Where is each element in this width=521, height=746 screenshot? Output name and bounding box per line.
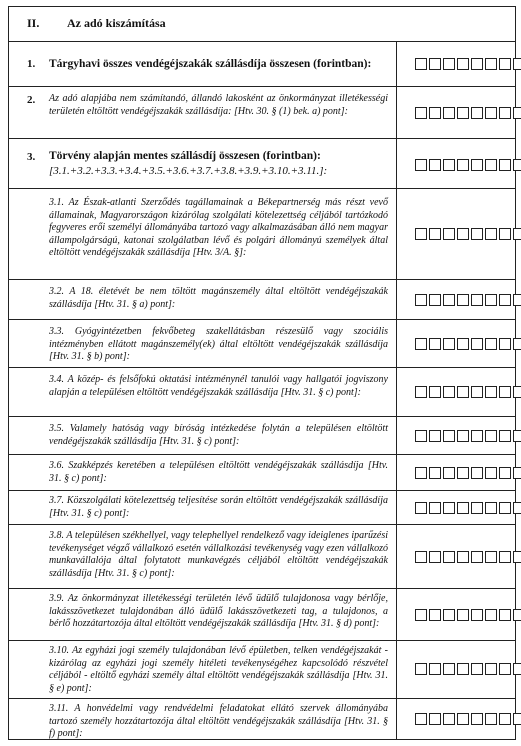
tax-calculation-form — [8, 6, 516, 740]
row-1 — [9, 42, 515, 87]
row-3 — [9, 139, 515, 189]
digit-box[interactable] — [499, 107, 511, 119]
digit-box[interactable] — [499, 338, 511, 350]
amount-boxes[interactable] — [415, 338, 521, 350]
digit-box[interactable] — [513, 551, 521, 563]
amount-boxes[interactable] — [415, 609, 521, 621]
amount-boxes[interactable] — [415, 551, 521, 563]
digit-box[interactable] — [499, 294, 511, 306]
subrow-text: 3.6. Szakképzés keretében a településen eltöltött vendégéjszakák szállásdíja [Htv. 31. § c) pont]: — [49, 460, 388, 484]
digit-box[interactable] — [513, 338, 521, 350]
digit-box[interactable] — [429, 228, 441, 240]
digit-box[interactable] — [429, 502, 441, 514]
subrow-3-5 — [9, 417, 515, 455]
row-text: Törvény alapján mentes szállásdíj összesen (forintban): — [49, 150, 321, 162]
digit-box[interactable] — [471, 228, 483, 240]
digit-box[interactable] — [513, 467, 521, 479]
digit-box[interactable] — [415, 551, 427, 563]
amount-boxes[interactable] — [415, 107, 521, 119]
digit-box[interactable] — [429, 386, 441, 398]
digit-box[interactable] — [471, 430, 483, 442]
digit-box[interactable] — [471, 159, 483, 171]
digit-box[interactable] — [513, 386, 521, 398]
amount-boxes[interactable] — [415, 467, 521, 479]
digit-box[interactable] — [415, 338, 427, 350]
amount-boxes[interactable] — [415, 663, 521, 675]
row-text: Az adó alapjába nem számítandó, állandó lakosként az önkormányzat illetékességi területén eltöltött vendégéjszakák szállásdíja: [Htv. 30. § (1) bek. a) pont]: — [49, 93, 388, 117]
digit-box[interactable] — [429, 609, 441, 621]
digit-box[interactable] — [415, 467, 427, 479]
digit-box[interactable] — [471, 713, 483, 725]
digit-box[interactable] — [457, 159, 469, 171]
subrow-text: 3.1. Az Észak-atlanti Szerződés tagállamainak a Békepartnerség más részt vevő államainak, Magyarországon kizárólag szolgálati kötelezettség céljából tartózkodó fegyveres erői személyi állományába tartozó vagy alkalmazásában álló nem magyar állampolgárságú, katonai szolgálatban lévő és polgári állományú személyek által eltöltött vendégéjszakák szállásdíja [Htv. 3/A. §]: — [49, 197, 388, 258]
digit-box[interactable] — [415, 430, 427, 442]
amount-boxes[interactable] — [415, 159, 521, 171]
digit-box[interactable] — [485, 663, 497, 675]
digit-box[interactable] — [457, 338, 469, 350]
digit-box[interactable] — [443, 502, 455, 514]
digit-box[interactable] — [457, 386, 469, 398]
subrow-text: 3.10. Az egyházi jogi személy tulajdonában lévő épületben, telken vendégéjszakát - kizárólag az egyházi jogi személy hitéleti tevékenységéhez kapcsolódó részvétel céljából - eltöltő egyházi személy által eltöltött vendégéjszakák szállásdíja [Htv. 31. § e) pont]: — [49, 645, 388, 694]
digit-box[interactable] — [415, 159, 427, 171]
digit-box[interactable] — [499, 58, 511, 70]
subrow-text: 3.8. A településen székhellyel, vagy telephellyel rendelkező vagy ideiglenes iparűzési tevékenységet végző vállalkozó esetén vállalkozási tevékenység vagy ezen vállalkozó munkavállalója által folytatott munkavégzés céljából eltöltött vendégéjszakák szállásdíja [Htv. 31. § c) pont]: — [49, 530, 388, 579]
digit-box[interactable] — [485, 58, 497, 70]
digit-box[interactable] — [415, 609, 427, 621]
digit-box[interactable] — [429, 107, 441, 119]
digit-box[interactable] — [415, 663, 427, 675]
subrow-3-4 — [9, 368, 515, 417]
row-number: 3. — [27, 151, 36, 163]
digit-box[interactable] — [485, 159, 497, 171]
digit-box[interactable] — [513, 58, 521, 70]
row-number: 1. — [27, 58, 36, 70]
digit-box[interactable] — [457, 228, 469, 240]
digit-box[interactable] — [415, 386, 427, 398]
digit-box[interactable] — [429, 159, 441, 171]
digit-box[interactable] — [471, 58, 483, 70]
section-header — [9, 7, 515, 42]
digit-box[interactable] — [429, 294, 441, 306]
digit-box[interactable] — [485, 107, 497, 119]
digit-box[interactable] — [457, 467, 469, 479]
digit-box[interactable] — [471, 386, 483, 398]
digit-box[interactable] — [499, 609, 511, 621]
digit-box[interactable] — [485, 502, 497, 514]
amount-boxes[interactable] — [415, 294, 521, 306]
subrow-text: 3.9. Az önkormányzat illetékességi területén lévő üdülő tulajdonosa vagy bérlője, lakásszövetkezet tulajdonában álló üdülő lakásszövetkezeti tag, a tulajdonos, a bérlő hozzátartozója által eltöltött vendégéjszakák szállásdíja [Htv. 31. § d) pont]: — [49, 593, 388, 629]
subrow-text: 3.5. Valamely hatóság vagy bíróság intézkedése folytán a településen eltöltött vendégéjszakák szállásdíja [Htv. 31. § c) pont]: — [49, 423, 388, 447]
digit-box[interactable] — [513, 228, 521, 240]
digit-box[interactable] — [443, 107, 455, 119]
subrow-3-2 — [9, 280, 515, 320]
digit-box[interactable] — [513, 609, 521, 621]
digit-box[interactable] — [457, 713, 469, 725]
digit-box[interactable] — [471, 107, 483, 119]
row-formula: [3.1.+3.2.+3.3.+3.4.+3.5.+3.6.+3.7.+3.8.+3.9.+3.10.+3.11.]: — [49, 165, 328, 177]
amount-boxes[interactable] — [415, 386, 521, 398]
digit-box[interactable] — [471, 467, 483, 479]
digit-box[interactable] — [415, 228, 427, 240]
digit-box[interactable] — [443, 713, 455, 725]
subrow-text: 3.4. A közép- és felsőfokú oktatási intézménynél tanulói vagy hallgatói jogviszony alapján a településen eltöltött vendégéjszakák szállásdíja [Htv. 31. § c) pont]: — [49, 374, 388, 398]
digit-box[interactable] — [443, 294, 455, 306]
digit-box[interactable] — [485, 338, 497, 350]
digit-box[interactable] — [443, 663, 455, 675]
digit-box[interactable] — [485, 467, 497, 479]
amount-boxes[interactable] — [415, 58, 521, 70]
digit-box[interactable] — [457, 663, 469, 675]
digit-box[interactable] — [443, 58, 455, 70]
digit-box[interactable] — [471, 551, 483, 563]
digit-box[interactable] — [429, 338, 441, 350]
subrow-text: 3.11. A honvédelmi vagy rendvédelmi feladatokat ellátó szervek állományába tartozó személy hozzátartozója által eltöltött vendégéjszakák szállásdíja [Htv. 31. § f) pont]: — [49, 703, 388, 739]
digit-box[interactable] — [457, 107, 469, 119]
digit-box[interactable] — [457, 58, 469, 70]
digit-box[interactable] — [415, 294, 427, 306]
digit-box[interactable] — [443, 609, 455, 621]
digit-box[interactable] — [485, 430, 497, 442]
section-number: II. — [27, 16, 40, 30]
subrow-3-7 — [9, 491, 515, 525]
amount-boxes[interactable] — [415, 430, 521, 442]
digit-box[interactable] — [499, 551, 511, 563]
digit-box[interactable] — [457, 609, 469, 621]
digit-box[interactable] — [513, 713, 521, 725]
digit-box[interactable] — [443, 467, 455, 479]
digit-box[interactable] — [443, 386, 455, 398]
digit-box[interactable] — [443, 159, 455, 171]
section-title: Az adó kiszámítása — [67, 16, 166, 30]
digit-box[interactable] — [415, 713, 427, 725]
digit-box[interactable] — [415, 107, 427, 119]
digit-box[interactable] — [443, 430, 455, 442]
digit-box[interactable] — [485, 386, 497, 398]
subrow-3-9 — [9, 589, 515, 641]
digit-box[interactable] — [499, 386, 511, 398]
digit-box[interactable] — [415, 58, 427, 70]
subrow-3-11 — [9, 699, 515, 739]
subrow-3-1 — [9, 189, 515, 280]
digit-box[interactable] — [513, 107, 521, 119]
row-number: 2. — [27, 94, 36, 106]
digit-box[interactable] — [471, 294, 483, 306]
digit-box[interactable] — [415, 502, 427, 514]
digit-box[interactable] — [499, 430, 511, 442]
digit-box[interactable] — [443, 551, 455, 563]
digit-box[interactable] — [499, 663, 511, 675]
digit-box[interactable] — [513, 502, 521, 514]
digit-box[interactable] — [513, 430, 521, 442]
subrow-text: 3.2. A 18. életévét be nem töltött magánszemély által eltöltött vendégéjszakák szállásdíja [Htv. 31. § a) pont]: — [49, 286, 388, 310]
row-text: Tárgyhavi összes vendégéjszakák szállásdíja összesen (forintban): — [49, 58, 372, 70]
digit-box[interactable] — [513, 159, 521, 171]
digit-box[interactable] — [485, 713, 497, 725]
digit-box[interactable] — [499, 467, 511, 479]
digit-box[interactable] — [485, 228, 497, 240]
digit-box[interactable] — [457, 294, 469, 306]
digit-box[interactable] — [471, 338, 483, 350]
digit-box[interactable] — [471, 502, 483, 514]
digit-box[interactable] — [443, 228, 455, 240]
digit-box[interactable] — [457, 551, 469, 563]
digit-box[interactable] — [499, 228, 511, 240]
digit-box[interactable] — [513, 663, 521, 675]
subrow-3-6 — [9, 455, 515, 491]
subrow-text: 3.3. Gyógyintézetben fekvőbeteg szakellátásban részesülő vagy szociális intézményben ellátott magánszemély(ek) által eltöltött vendégéjszakák szállásdíja [Htv. 31. § b) pont]: — [49, 326, 388, 362]
subrow-3-3 — [9, 320, 515, 368]
digit-box[interactable] — [429, 430, 441, 442]
digit-box[interactable] — [429, 713, 441, 725]
digit-box[interactable] — [471, 609, 483, 621]
subrow-3-10 — [9, 641, 515, 699]
row-2 — [9, 87, 515, 139]
digit-box[interactable] — [429, 467, 441, 479]
digit-box[interactable] — [485, 551, 497, 563]
digit-box[interactable] — [499, 502, 511, 514]
digit-box[interactable] — [513, 294, 521, 306]
digit-box[interactable] — [499, 713, 511, 725]
digit-box[interactable] — [457, 502, 469, 514]
amount-boxes[interactable] — [415, 502, 521, 514]
digit-box[interactable] — [429, 58, 441, 70]
amount-boxes[interactable] — [415, 713, 521, 725]
digit-box[interactable] — [429, 551, 441, 563]
digit-box[interactable] — [485, 609, 497, 621]
digit-box[interactable] — [443, 338, 455, 350]
digit-box[interactable] — [429, 663, 441, 675]
amount-boxes[interactable] — [415, 228, 521, 240]
subrow-3-8 — [9, 525, 515, 589]
digit-box[interactable] — [457, 430, 469, 442]
subrow-text: 3.7. Közszolgálati kötelezettség teljesítése során eltöltött vendégéjszakák szállásdíja [Htv. 31. § c) pont]: — [49, 495, 388, 519]
digit-box[interactable] — [471, 663, 483, 675]
digit-box[interactable] — [485, 294, 497, 306]
digit-box[interactable] — [499, 159, 511, 171]
